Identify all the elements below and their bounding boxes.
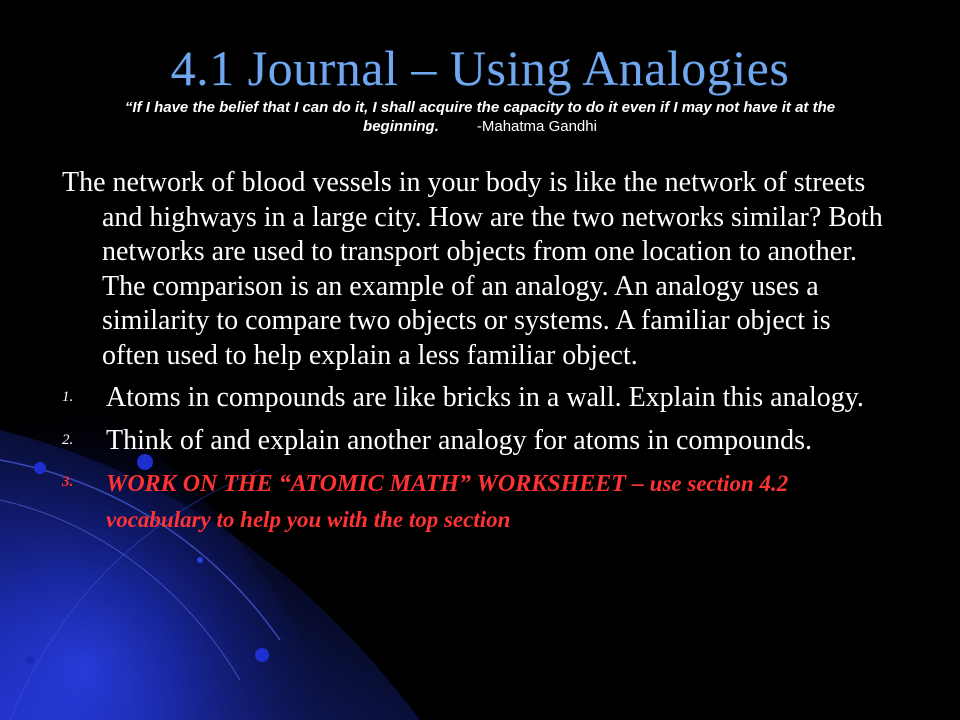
list-item-text: Think of and explain another analogy for atoms in compounds. bbox=[106, 424, 813, 456]
quote-author: -Mahatma Gandhi bbox=[476, 118, 597, 135]
intro-paragraph: The network of blood vessels in your body is like the network of streets and highways in a large city. How are the two networks similar? Both networks are used to transport objects from one location to another. The comparison is an example of an analogy. An analogy uses a similarity to compare two objects or systems. A familiar object is often used to help explain a less familiar object. bbox=[62, 167, 883, 371]
quote bbox=[100, 98, 860, 136]
list-item-text: Atoms in compounds are like bricks in a wall. Explain this analogy. bbox=[106, 382, 864, 413]
slide-body bbox=[62, 166, 892, 545]
list-item-number: 2. bbox=[62, 431, 74, 448]
assignment-heading: WORK ON THE “ATOMIC MATH” WORKSHEET – bbox=[106, 471, 644, 497]
list-item-number: 3. bbox=[62, 474, 74, 490]
assignment-instruction: use section 4.2 vocabulary to help you with the top section bbox=[106, 471, 789, 532]
slide-title: 4.1 Journal – Using Analogies bbox=[170, 40, 790, 96]
quote-text: “If I have the belief that I can do it, I shall acquire the capacity to do it even if I may not have it at the beginning. bbox=[124, 99, 836, 135]
list-item-number: 1. bbox=[62, 389, 74, 405]
list-item bbox=[62, 424, 892, 459]
list-item-assignment bbox=[62, 466, 892, 537]
title-block bbox=[0, 38, 960, 136]
list-item bbox=[62, 381, 892, 416]
